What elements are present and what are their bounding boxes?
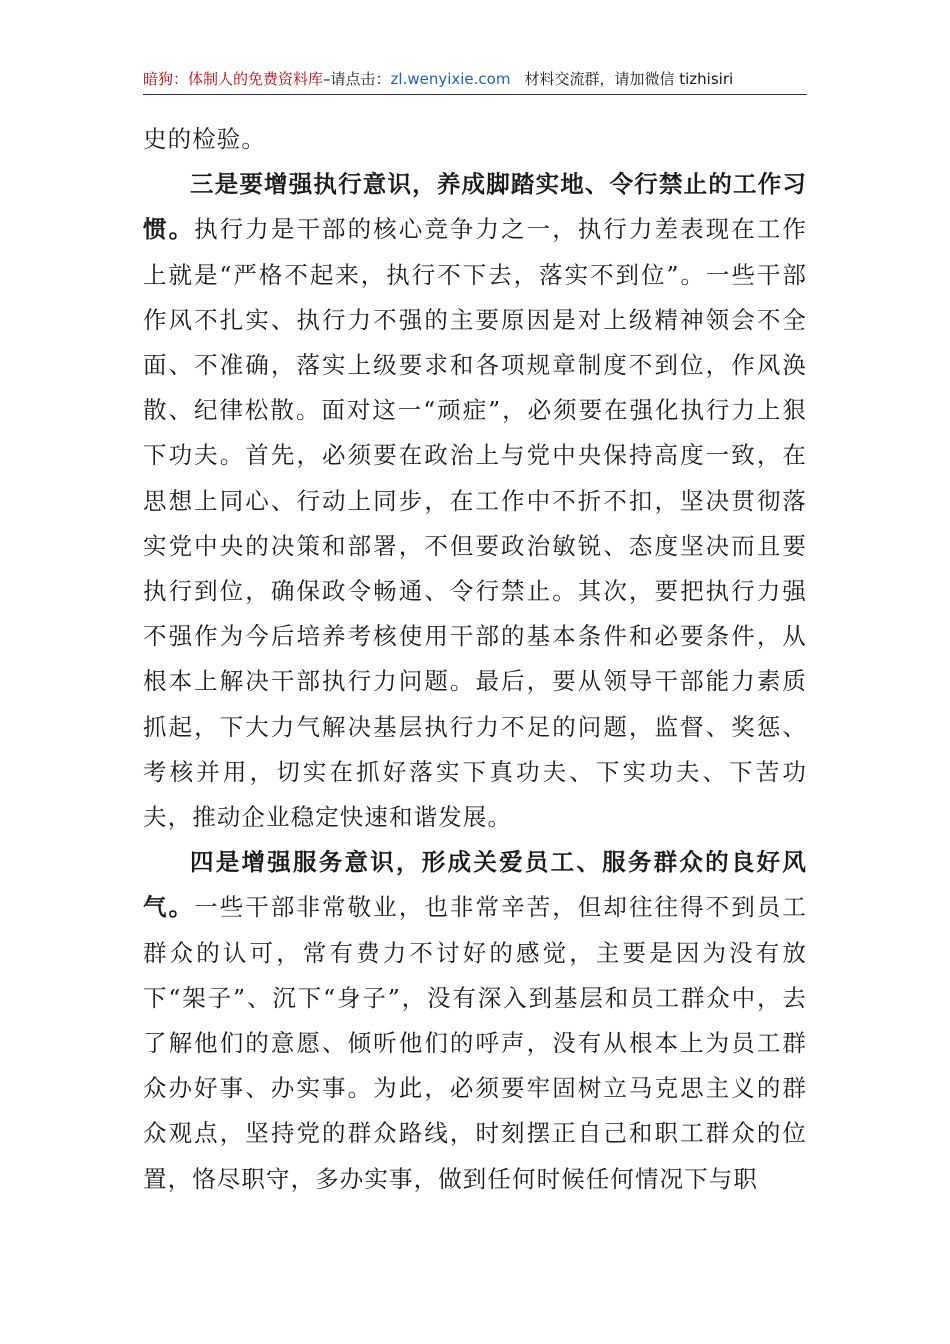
- paragraph-lead-heading: 四是增强服务意识，形成关爱员工、服务群众的良好风气。: [143, 848, 807, 922]
- header-wechat-note: 材料交流群，请加微信 tizhisiri: [524, 70, 734, 88]
- paragraph-point-three: [143, 162, 807, 840]
- paragraph-continuation: [143, 117, 807, 162]
- document-body: [143, 117, 807, 1202]
- page-header: [143, 68, 807, 95]
- paragraph-body: 史的检验。: [143, 125, 266, 153]
- paragraph-point-four: [143, 840, 807, 1202]
- header-brand: 暗狗：体制人的免费资料库: [143, 70, 324, 88]
- paragraph-lead-heading: 三是要增强执行意识，养成脚踏实地、令行禁止的工作习惯。: [143, 170, 807, 244]
- paragraph-body: 一些干部非常敬业，也非常辛苦，但却往往得不到员工群众的认可，常有费力不讨好的感觉，主要是因为没有放下“架子”、沉下“身子”，没有深入到基层和员工群众中，去了解他们的意愿、倾听他们的呼声，没有从根本上为员工群众办好事、办实事。为此，必须要牢固树立马克思主义的群众观点，坚持党的群众路线，时刻摆正自己和职工群众的位置，恪尽职守，多办实事，做到任何时候任何情况下与职: [143, 893, 807, 1193]
- header-link[interactable]: zl.wenyixie.com: [390, 70, 511, 88]
- header-prompt: –请点击：: [323, 70, 391, 88]
- paragraph-body: 执行力是干部的核心竞争力之一，执行力差表现在工作上就是“严格不起来，执行不下去，落实不到位”。一些干部作风不扎实、执行力不强的主要原因是对上级精神领会不全面、不准确，落实上级要求和各项规章制度不到位，作风涣散、纪律松散。面对这一“顽症”，必须要在强化执行力上狠下功夫。首先，必须要在政治上与党中央保持高度一致，在思想上同心、行动上同步，在工作中不折不扣，坚决贯彻落实党中央的决策和部署，不但要政治敏锐、态度坚决而且要执行到位，确保政令畅通、令行禁止。其次，要把执行力强不强作为今后培养考核使用干部的基本条件和必要条件，从根本上解决干部执行力问题。最后，要从领导干部能力素质抓起，下大力气解决基层执行力不足的问题，监督、奖惩、考核并用，切实在抓好落实下真功夫、下实功夫、下苦功夫，推动企业稳定快速和谐发展。: [143, 215, 807, 832]
